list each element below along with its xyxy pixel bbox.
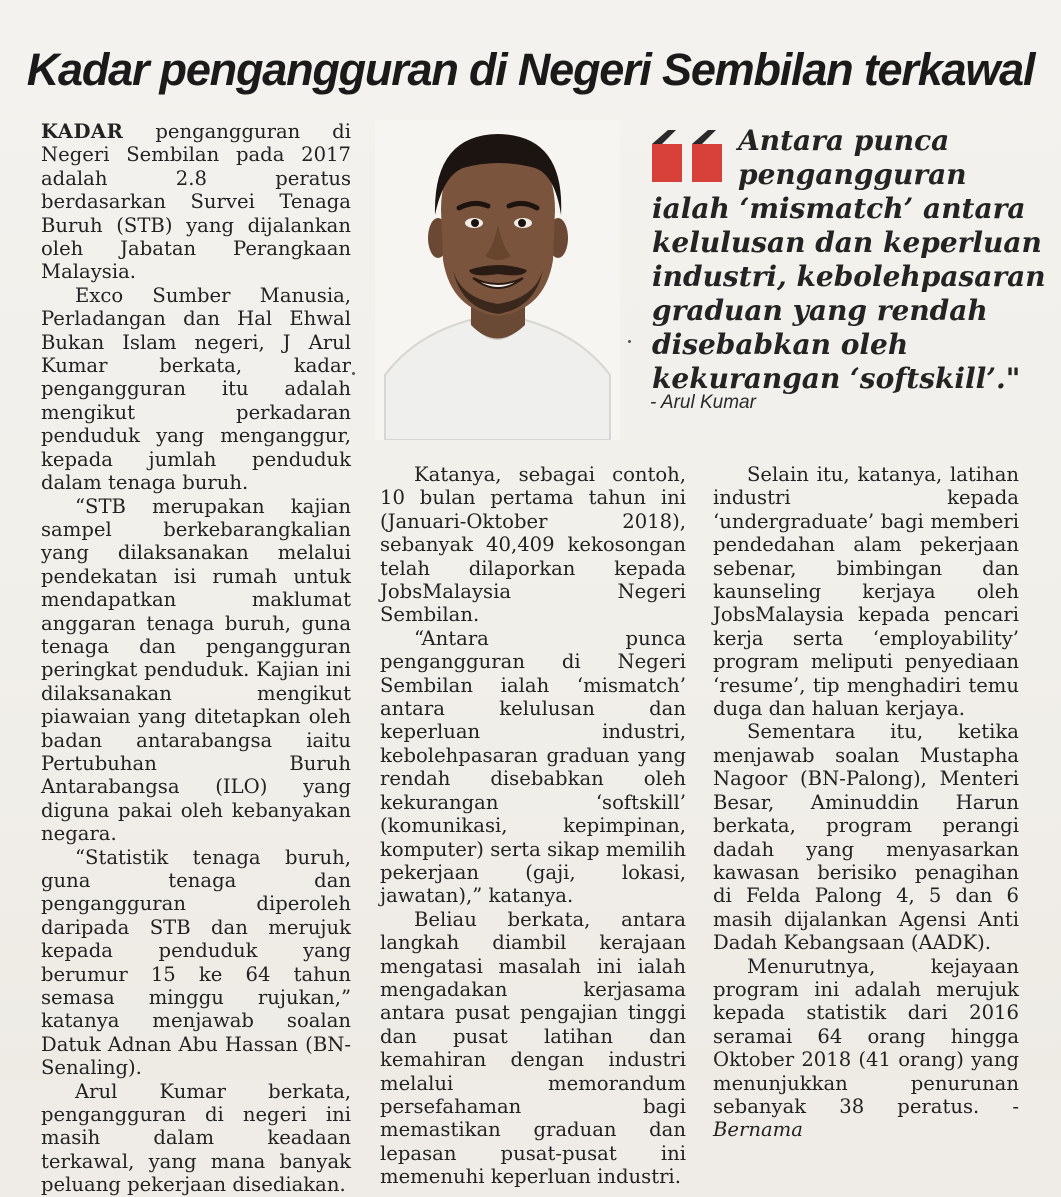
print-speck: [352, 372, 355, 375]
paragraph-5: Arul Kumar berkata, pengangguran di negeri ini masih dalam keadaan terkawal, yang mana banyak peluang pekerjaan disediakan.: [41, 1079, 351, 1197]
paragraph-6: Katanya, sebagai contoh, 10 bulan pertama tahun ini (Januari-Oktober 2018), sebanyak 40,409 kekosongan telah dilaporkan kepada JobsMalaysia Negeri Sembilan.: [380, 463, 686, 627]
pull-quote-line: graduan yang rendah: [652, 294, 988, 327]
pull-quote-line: Antara punca: [738, 124, 950, 157]
paragraph-2: Exco Sumber Manusia, Perladangan dan Hal Ehwal Bukan Islam negeri, J Arul Kumar berkata, kadar pengangguran itu adalah mengikut perkadaran penduduk yang menganggur, kepada jumlah penduduk dalam tenaga buruh.: [41, 283, 351, 495]
pull-quote: [652, 124, 1046, 396]
lead-word: KADAR: [41, 120, 124, 143]
pull-quote-line: ialah ‘mismatch’ antara: [652, 192, 1026, 225]
pull-quote-attribution: - Arul Kumar: [650, 392, 756, 413]
paragraph-1-text: pengangguran di Negeri Sembilan pada 2017 adalah 2.8 peratus berdasarkan Survei Tenaga Buruh (STB) yang dijalankan oleh Jabatan Perangkaan Malaysia.: [41, 120, 351, 284]
paragraph-8: Beliau berkata, antara langkah diambil kerajaan mengatasi masalah ini ialah mengadakan kerjasama antara pusat pengajian tinggi dan pusat latihan dan kemahiran dengan industri melalui memorandum persefahaman bagi memastikan graduan dan lepasan pusat-pusat ini memenuhi keperluan industri.: [380, 907, 686, 1189]
paragraph-7: “Antara punca pengangguran di Negeri Sembilan ialah ‘mismatch’ antara kelulusan dan keperluan industri, kebolehpasaran graduan yang rendah disebabkan oleh kekurangan ‘softskill’ (komunikasi, kepimpinan, komputer) serta sikap memilih pekerjaan (gaji, lokasi, jawatan),” katanya.: [380, 626, 686, 908]
paragraph-1: [41, 120, 351, 284]
pull-quote-line: industri, kebolehpasaran: [652, 260, 1046, 293]
paragraph-11-text: Menurutnya, kejayaan program ini adalah merujuk kepada statistik dari 2016 seramai 64 orang hingga Oktober 2018 (41 orang) yang menunjukkan penurunan sebanyak 38 peratus. -: [713, 954, 1019, 1118]
print-speck: [628, 340, 631, 343]
headline: Kadar pengangguran di Negeri Sembilan terkawal: [26, 44, 1035, 95]
portrait-photo: [375, 120, 620, 440]
pull-quote-line: disebabkan oleh: [652, 328, 909, 361]
paragraph-11: [713, 955, 1019, 1142]
pull-quote-line: kekurangan ‘softskill’.": [652, 362, 1021, 395]
portrait-illustration: [375, 120, 620, 440]
paragraph-10: Sementara itu, ketika menjawab soalan Mustapha Nagoor (BN-Palong), Menteri Besar, Aminuddin Harun berkata, program perangi dadah yang menyasarkan kawasan berisiko penagihan di Felda Palong 4, 5 dan 6 masih dijalankan Agensi Anti Dadah Kebangsaan (AADK).: [713, 720, 1019, 955]
paragraph-9: Selain itu, katanya, latihan industri kepada ‘undergraduate’ bagi memberi pendedahan alam pekerjaan sebenar, bimbingan dan kaunseling kerjaya oleh JobsMalaysia kepada pencari kerja serta ‘employability’ program meliputi penyediaan ‘resume’, tip menghadiri temu duga dan haluan kerjaya.: [713, 463, 1019, 721]
paragraph-3: “STB merupakan kajian sampel berkebarangkalian yang dilaksanakan melalui pendekatan isi rumah untuk mendapatkan maklumat anggaran tenaga buruh, guna tenaga dan pengangguran peringkat penduduk. Kajian ini dilaksanakan mengikut piawaian yang ditetapkan oleh badan antarabangsa iaitu Pertubuhan Buruh Antarabangsa (ILO) yang diguna pakai oleh kebanyakan negara.: [41, 494, 351, 846]
pull-quote-line: kelulusan dan keperluan: [652, 226, 1042, 259]
article-column-1: [41, 120, 351, 1197]
byline: Bernama: [713, 1118, 803, 1142]
paragraph-4: “Statistik tenaga buruh, guna tenaga dan pengangguran diperoleh daripada STB dan merujuk kepada penduduk yang berumur 15 ke 64 tahun semasa minggu rujukan,” katanya menjawab soalan Datuk Adnan Abu Hassan (BN-Senaling).: [41, 845, 351, 1080]
article-column-3: [713, 463, 1019, 1142]
pull-quote-line: pengangguran: [738, 158, 967, 191]
